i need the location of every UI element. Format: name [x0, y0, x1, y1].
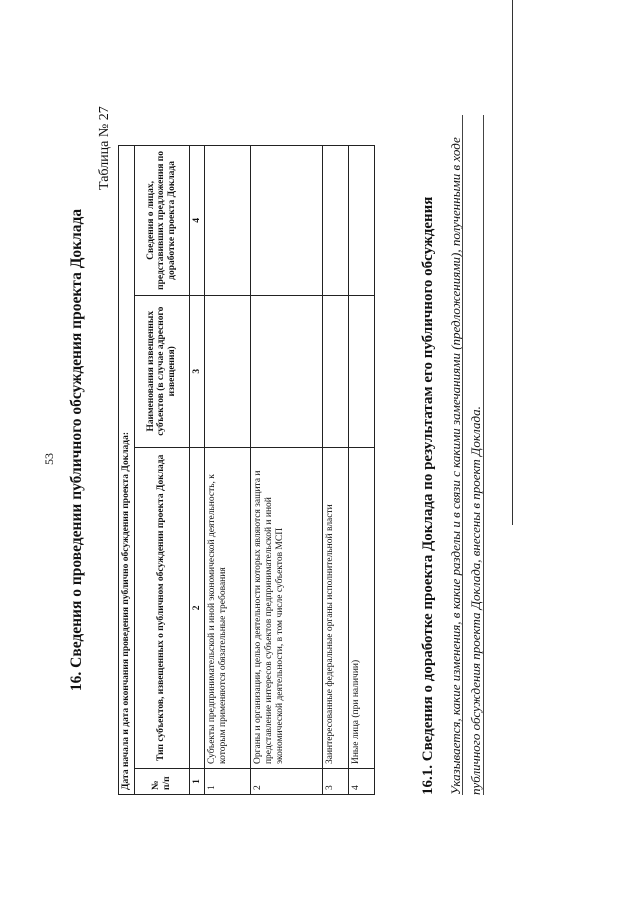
column-number: 3	[189, 295, 205, 447]
section-heading: 16.1. Сведения о доработке проекта Доклада по результатам его публичного обсуждения	[420, 196, 436, 795]
table-caption: Таблица № 27	[97, 106, 112, 190]
row-number: 4	[349, 769, 375, 795]
column-number: 2	[189, 447, 205, 768]
column-number-row	[189, 146, 205, 795]
row-empty-cell	[251, 146, 323, 296]
header-subject-names: Наименования извещенных субъектов (в случае адресного извещения)	[134, 295, 189, 447]
public-discussion-table	[118, 145, 375, 795]
column-number: 1	[189, 769, 205, 795]
table-row	[251, 146, 323, 795]
row-empty-cell	[349, 146, 375, 296]
table-row	[323, 146, 349, 795]
date-range-cell: Дата начала и дата окончания проведения публично обсуждения проекта Доклада:	[119, 146, 135, 795]
table-date-row	[119, 146, 135, 795]
row-number: 3	[323, 769, 349, 795]
row-number: 2	[251, 769, 323, 795]
row-number: 1	[205, 769, 251, 795]
row-subject-type: Субъекты предпринимательской и иной экономической деятельность, к которым применяются обязательные требования	[205, 447, 251, 768]
header-number: № п/п	[134, 769, 189, 795]
row-subject-type: Иные лица (при наличии)	[349, 447, 375, 768]
page-number: 53	[42, 453, 56, 465]
header-proposers: Сведения о лицах, представивших предложения по доработке проекта Доклада	[134, 146, 189, 296]
row-empty-cell	[251, 295, 323, 447]
section-instruction-text: Указывается, какие изменения, в какие разделы и в связи с какими замечаниями (предложениями), полученными в ходе публичного обсуждения проекта Доклада, внесены в проект Доклада.	[448, 137, 484, 795]
row-empty-cell	[349, 295, 375, 447]
row-subject-type: Заинтересованные федеральные органы исполнительной власти	[323, 447, 349, 768]
document-title: 16. Сведения о проведении публичного обсуждения проекта Доклада	[68, 208, 85, 692]
row-empty-cell	[323, 146, 349, 296]
table-header-row	[134, 146, 189, 795]
row-subject-type: Органы и организации, целью деятельности которых являются защита и представление интересов субъектов предпринимательской и иной экономической деятельности, в том числе субъектов МСП	[251, 447, 323, 768]
fill-in-line	[483, 115, 484, 795]
row-empty-cell	[323, 295, 349, 447]
row-empty-cell	[205, 146, 251, 296]
row-empty-cell	[205, 295, 251, 447]
column-number: 4	[189, 146, 205, 296]
table-row	[349, 146, 375, 795]
fill-in-line	[462, 115, 463, 795]
header-subject-type: Тип субъектов, извещенных о публичном обсуждении проекта Доклада	[134, 447, 189, 768]
page-fold-line	[512, 0, 513, 525]
table-row	[205, 146, 251, 795]
